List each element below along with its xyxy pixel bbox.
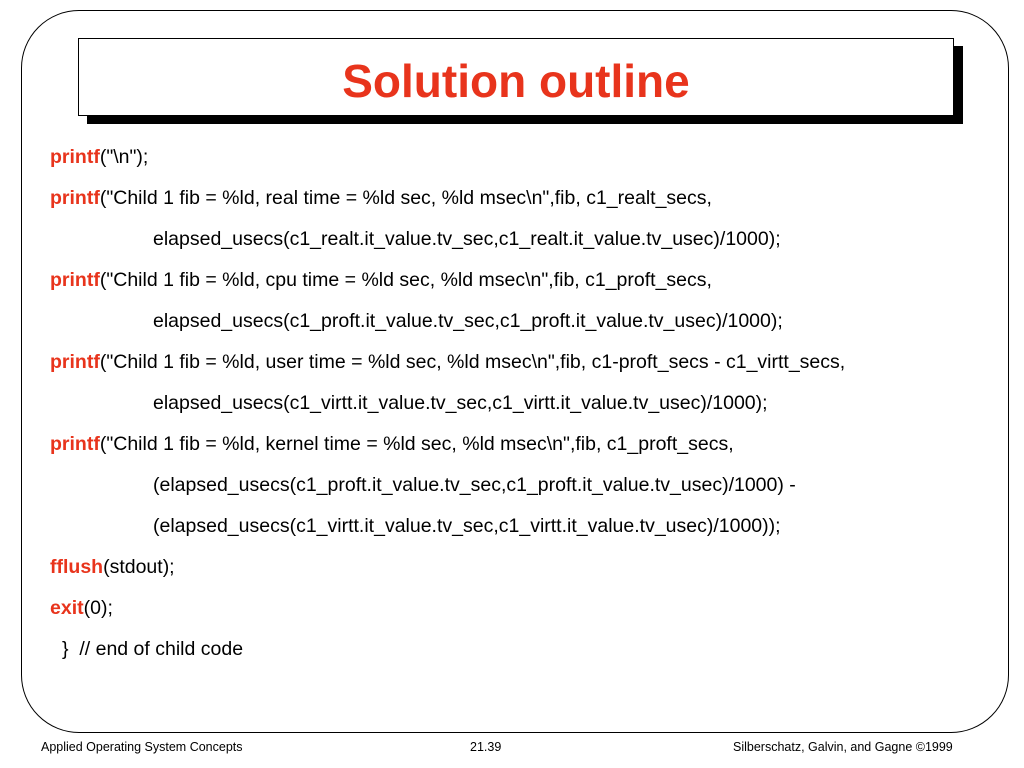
code-text: elapsed_usecs(c1_realt.it_value.tv_sec,c1_realt.it_value.tv_usec)/1000);: [153, 228, 781, 250]
code-keyword: printf: [50, 146, 100, 168]
code-line: [62, 638, 243, 660]
code-line: [50, 597, 113, 619]
code-text: ("Child 1 fib = %ld, user time = %ld sec, %ld msec\n",fib, c1-proft_secs - c1_virtt_secs,: [99, 351, 846, 373]
title-box: [78, 38, 954, 116]
code-keyword: printf: [50, 187, 100, 209]
code-line: [153, 515, 781, 537]
code-text: elapsed_usecs(c1_virtt.it_value.tv_sec,c1_virtt.it_value.tv_usec)/1000);: [153, 392, 768, 414]
code-text: (stdout);: [103, 556, 175, 578]
code-line: [50, 269, 712, 291]
code-text: } // end of child code: [62, 638, 244, 660]
code-line: [50, 351, 845, 373]
code-keyword: printf: [50, 433, 100, 455]
code-line: [50, 556, 175, 578]
code-line: [153, 392, 768, 414]
code-text: ("Child 1 fib = %ld, real time = %ld sec, %ld msec\n",fib, c1_realt_secs,: [99, 187, 712, 209]
code-text: (0);: [83, 597, 113, 619]
code-line: [50, 187, 712, 209]
code-text: ("Child 1 fib = %ld, cpu time = %ld sec, %ld msec\n",fib, c1_proft_secs,: [99, 269, 712, 291]
code-keyword: printf: [50, 269, 100, 291]
code-text: (elapsed_usecs(c1_proft.it_value.tv_sec,c1_proft.it_value.tv_usec)/1000) -: [153, 474, 796, 496]
code-line: [50, 433, 734, 455]
code-text: ("Child 1 fib = %ld, kernel time = %ld sec, %ld msec\n",fib, c1_proft_secs,: [99, 433, 734, 455]
footer-left: Applied Operating System Concepts: [41, 740, 243, 754]
code-keyword: printf: [50, 351, 100, 373]
code-line: [153, 310, 783, 332]
footer-right: Silberschatz, Galvin, and Gagne ©1999: [733, 740, 953, 754]
code-keyword: fflush: [50, 556, 104, 578]
code-text: elapsed_usecs(c1_proft.it_value.tv_sec,c1_proft.it_value.tv_usec)/1000);: [153, 310, 783, 332]
code-line: [153, 474, 796, 496]
code-keyword: exit: [50, 597, 84, 619]
code-text: (elapsed_usecs(c1_virtt.it_value.tv_sec,c1_virtt.it_value.tv_usec)/1000));: [153, 515, 781, 537]
slide-title: Solution outline: [342, 55, 690, 107]
footer-page-number: 21.39: [470, 740, 502, 754]
code-line: [153, 228, 781, 250]
code-text: ("\n");: [99, 146, 149, 168]
code-line: [50, 146, 148, 168]
